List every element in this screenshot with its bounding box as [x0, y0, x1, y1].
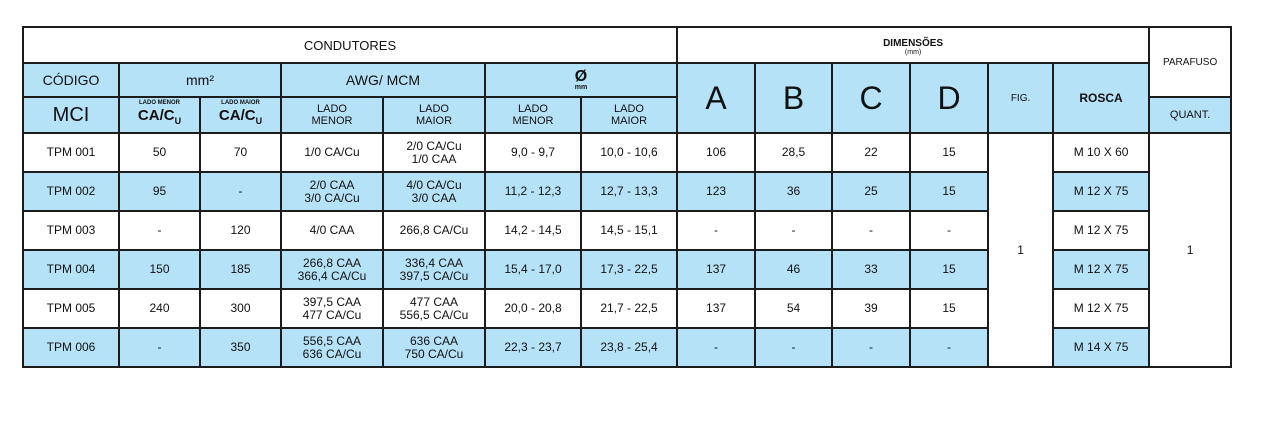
- mm2-menor-cell: -: [119, 328, 200, 367]
- codigo-header: CÓDIGO: [23, 63, 119, 97]
- ca-cu-text: CA/C: [218, 107, 256, 124]
- awg-lado-maior-header: [383, 97, 485, 133]
- dim-b-cell: -: [755, 328, 832, 367]
- awg-mcm-header: AWG/ MCM: [281, 63, 485, 97]
- lado-word: LADO: [419, 103, 449, 115]
- diam-maior-cell: 21,7 - 22,5: [581, 289, 677, 328]
- col-c-header: C: [832, 63, 910, 133]
- diam-maior-cell: 12,7 - 13,3: [581, 172, 677, 211]
- awg-menor-cell-line: 1/0 CA/Cu: [304, 145, 360, 159]
- rosca-cell: M 12 X 75: [1053, 172, 1149, 211]
- awg-maior-cell: [383, 250, 485, 289]
- rosca-cell: M 12 X 75: [1053, 211, 1149, 250]
- awg-menor-cell: [281, 328, 383, 367]
- dim-c-cell: 33: [832, 250, 910, 289]
- diameter-header: [485, 63, 677, 97]
- mm2-menor-cell: 240: [119, 289, 200, 328]
- diam-maior-cell: 23,8 - 25,4: [581, 328, 677, 367]
- awg-maior-cell-line: 266,8 CA/Cu: [399, 223, 469, 237]
- mm2-menor-cell: 50: [119, 133, 200, 172]
- rosca-header: ROSCA: [1053, 63, 1149, 133]
- awg-menor-cell-line: 636 CA/Cu: [302, 346, 362, 361]
- quant-header: QUANT.: [1149, 97, 1231, 133]
- awg-maior-cell-line: 397,5 CA/Cu: [399, 268, 469, 283]
- ca-cu-text: CA/C: [137, 107, 175, 124]
- dim-b-cell: 28,5: [755, 133, 832, 172]
- ca-cu-sub: U: [174, 116, 182, 126]
- rosca-cell: M 12 X 75: [1053, 289, 1149, 328]
- fig-header: FIG.: [988, 63, 1053, 133]
- dim-d-cell: 15: [910, 172, 988, 211]
- dim-c-cell: -: [832, 328, 910, 367]
- dim-a-cell: -: [677, 328, 755, 367]
- condutores-header: CONDUTORES: [23, 27, 677, 63]
- awg-menor-cell: [281, 172, 383, 211]
- dim-c-cell: 39: [832, 289, 910, 328]
- diam-menor-cell: 9,0 - 9,7: [485, 133, 581, 172]
- diameter-unit: mm: [574, 84, 588, 91]
- code-cell: TPM 006: [23, 328, 119, 367]
- col-b-header: B: [755, 63, 832, 133]
- awg-maior-cell-line: 2/0 CA/Cu: [406, 138, 462, 153]
- diam-menor-cell: 22,3 - 23,7: [485, 328, 581, 367]
- rosca-cell: M 10 X 60: [1053, 133, 1149, 172]
- awg-maior-cell: [383, 172, 485, 211]
- dim-b-cell: -: [755, 211, 832, 250]
- dim-a-cell: 137: [677, 250, 755, 289]
- awg-menor-cell: [281, 133, 383, 172]
- spec-table: [22, 26, 1232, 368]
- col-a-header: A: [677, 63, 755, 133]
- dim-d-cell: -: [910, 328, 988, 367]
- dim-d-cell: 15: [910, 133, 988, 172]
- awg-maior-cell: [383, 289, 485, 328]
- awg-menor-cell-line: 3/0 CA/Cu: [304, 190, 360, 205]
- parafuso-header: PARAFUSO: [1149, 27, 1231, 97]
- dim-d-cell: -: [910, 211, 988, 250]
- awg-maior-cell: [383, 133, 485, 172]
- mm2-maior-cell: 185: [200, 250, 281, 289]
- lado-word: LADO: [614, 103, 644, 115]
- awg-menor-cell: [281, 289, 383, 328]
- awg-maior-cell-line: 336,4 CAA: [404, 255, 464, 270]
- awg-maior-cell-line: 3/0 CAA: [411, 190, 457, 205]
- maior-word: MAIOR: [610, 115, 648, 127]
- mm2-ca-cu-maior: [201, 107, 280, 130]
- dim-b-cell: 36: [755, 172, 832, 211]
- mm2-maior-cell: -: [200, 172, 281, 211]
- awg-maior-cell-line: 636 CAA: [409, 333, 459, 348]
- lado-word: LADO: [518, 103, 548, 115]
- menor-word: MENOR: [512, 115, 554, 127]
- mm2-lado-maior-label: LADO MAIOR: [221, 100, 260, 106]
- mm2-maior-cell: 120: [200, 211, 281, 250]
- awg-menor-cell-line: 4/0 CAA: [309, 223, 355, 237]
- dimensoes-header: [677, 27, 1149, 63]
- lado-word: LADO: [317, 103, 347, 115]
- diam-maior-cell: 14,5 - 15,1: [581, 211, 677, 250]
- diam-menor-cell: 20,0 - 20,8: [485, 289, 581, 328]
- dim-d-cell: 15: [910, 250, 988, 289]
- code-cell: TPM 003: [23, 211, 119, 250]
- quant-value-cell: 1: [1149, 133, 1231, 367]
- mci-header: MCI: [23, 97, 119, 133]
- awg-menor-cell: [281, 250, 383, 289]
- diam-maior-cell: 17,3 - 22,5: [581, 250, 677, 289]
- mm2-menor-cell: -: [119, 211, 200, 250]
- menor-word: MENOR: [311, 115, 353, 127]
- diam-maior-cell: 10,0 - 10,6: [581, 133, 677, 172]
- awg-maior-cell: [383, 328, 485, 367]
- diam-lado-maior-header: [581, 97, 677, 133]
- dim-a-cell: 137: [677, 289, 755, 328]
- mm2-menor-cell: 150: [119, 250, 200, 289]
- code-cell: TPM 001: [23, 133, 119, 172]
- rosca-cell: M 12 X 75: [1053, 250, 1149, 289]
- awg-menor-cell-line: 556,5 CAA: [302, 333, 362, 348]
- awg-menor-cell-line: 266,8 CAA: [302, 255, 362, 270]
- dimensoes-unit: (mm): [904, 48, 922, 56]
- mm2-ca-cu-menor: [120, 107, 199, 130]
- dim-a-cell: 123: [677, 172, 755, 211]
- rosca-cell: M 14 X 75: [1053, 328, 1149, 367]
- dim-d-cell: 15: [910, 289, 988, 328]
- awg-menor-cell-line: 397,5 CAA: [302, 294, 362, 309]
- fig-value-cell: 1: [988, 133, 1053, 367]
- awg-menor-cell-line: 477 CA/Cu: [302, 307, 362, 322]
- awg-menor-cell-line: 366,4 CA/Cu: [297, 268, 367, 283]
- mm2-lado-maior-header: [200, 97, 281, 133]
- mm2-maior-cell: 70: [200, 133, 281, 172]
- awg-maior-cell-line: 1/0 CAA: [411, 151, 457, 166]
- diameter-symbol: Ø: [574, 68, 588, 85]
- dim-b-cell: 54: [755, 289, 832, 328]
- diam-menor-cell: 14,2 - 14,5: [485, 211, 581, 250]
- awg-maior-cell: [383, 211, 485, 250]
- dim-a-cell: 106: [677, 133, 755, 172]
- awg-maior-cell-line: 477 CAA: [409, 294, 459, 309]
- awg-maior-cell-line: 750 CA/Cu: [404, 346, 464, 361]
- awg-lado-menor-header: [281, 97, 383, 133]
- awg-menor-cell: [281, 211, 383, 250]
- ca-cu-sub: U: [255, 116, 263, 126]
- dim-c-cell: -: [832, 211, 910, 250]
- mm2-header: mm²: [119, 63, 281, 97]
- awg-maior-cell-line: 556,5 CA/Cu: [399, 307, 469, 322]
- code-cell: TPM 002: [23, 172, 119, 211]
- dim-c-cell: 22: [832, 133, 910, 172]
- code-cell: TPM 005: [23, 289, 119, 328]
- dim-c-cell: 25: [832, 172, 910, 211]
- diam-menor-cell: 11,2 - 12,3: [485, 172, 581, 211]
- mm2-lado-menor-header: [119, 97, 200, 133]
- table-body: [23, 133, 1231, 367]
- diam-menor-cell: 15,4 - 17,0: [485, 250, 581, 289]
- awg-menor-cell-line: 2/0 CAA: [309, 177, 355, 192]
- table-row: [23, 133, 1231, 172]
- mm2-maior-cell: 350: [200, 328, 281, 367]
- code-cell: TPM 004: [23, 250, 119, 289]
- maior-word: MAIOR: [415, 115, 453, 127]
- mm2-menor-cell: 95: [119, 172, 200, 211]
- dim-b-cell: 46: [755, 250, 832, 289]
- dim-a-cell: -: [677, 211, 755, 250]
- mm2-maior-cell: 300: [200, 289, 281, 328]
- col-d-header: D: [910, 63, 988, 133]
- awg-maior-cell-line: 4/0 CA/Cu: [406, 177, 462, 192]
- diam-lado-menor-header: [485, 97, 581, 133]
- dimensoes-title: DIMENSÕES: [883, 37, 944, 49]
- mm2-lado-menor-label: LADO MENOR: [139, 100, 180, 106]
